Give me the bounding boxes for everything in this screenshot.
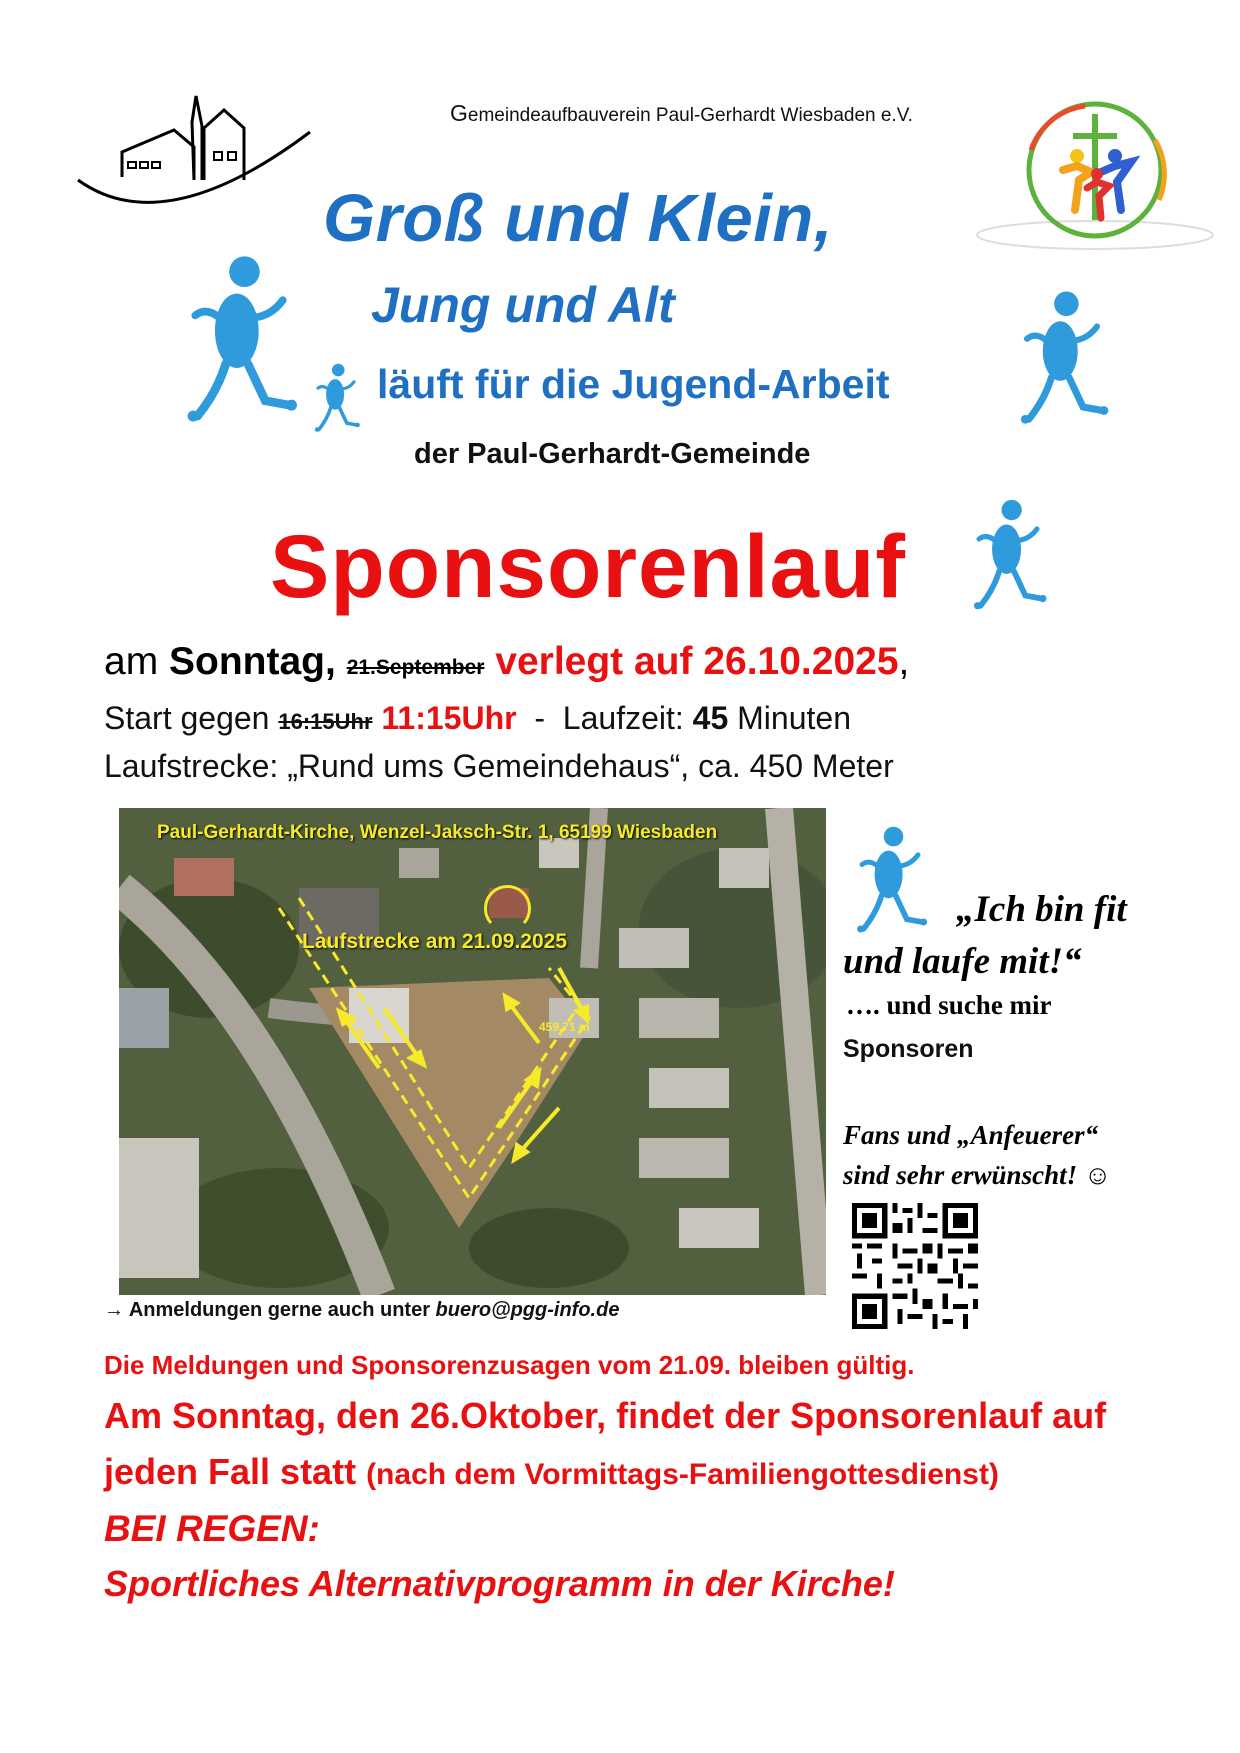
- map-route-label: Laufstrecke am 21.09.2025: [302, 930, 568, 953]
- cross-people-logo: [975, 100, 1215, 250]
- note-line-1: Am Sonntag, den 26.Oktober, findet der Sponsorenlauf auf: [104, 1395, 1107, 1436]
- runner-icon: [968, 497, 1048, 613]
- quote-line-3: …. und suche mir: [846, 990, 1052, 1020]
- headline-line-1: Groß und Klein,: [323, 181, 833, 256]
- map-distance: 459,71 m: [539, 1020, 590, 1034]
- runner-icon: [850, 824, 930, 936]
- quote-line-4: Sponsoren: [843, 1035, 974, 1063]
- quote-line-2: und laufe mit!“: [843, 941, 1082, 982]
- rain-heading: BEI REGEN:: [104, 1508, 320, 1549]
- arrow-icon: →: [104, 1299, 124, 1321]
- alternative-program: Sportliches Alternativprogramm in der Kirche!: [104, 1563, 895, 1604]
- organization-name: Gemeindeaufbauverein Paul-Gerhardt Wiesbaden e.V.: [450, 100, 913, 126]
- email-link[interactable]: buero@pgg-info.de: [435, 1299, 620, 1321]
- headline-line-2: Jung und Alt: [371, 277, 675, 333]
- quote-line-1: „Ich bin fit: [956, 889, 1127, 930]
- date-line: am Sonntag, 21.September verlegt auf 26.10.2025,: [104, 640, 910, 683]
- runner-icon: [1012, 288, 1112, 428]
- note-line-2: jeden Fall statt (nach dem Vormittags-Familiengottesdienst): [104, 1451, 999, 1492]
- map-address: Paul-Gerhardt-Kirche, Wenzel-Jaksch-Str. 1, 65199 Wiesbaden: [157, 822, 718, 843]
- new-date: verlegt auf 26.10.2025: [495, 640, 899, 683]
- headline-line-3: läuft für die Jugend-Arbeit: [377, 361, 890, 407]
- start-line: Start gegen 16:15Uhr 11:15Uhr - Laufzeit: 45 Minuten: [104, 700, 851, 736]
- headline-line-4: der Paul-Gerhardt-Gemeinde: [414, 438, 811, 470]
- old-time: 16:15Uhr: [278, 709, 373, 734]
- runner-icon: [175, 252, 303, 427]
- registration-line: → Anmeldungen gerne auch unter buero@pgg-info.de: [104, 1299, 620, 1321]
- runner-icon: [310, 362, 362, 434]
- old-date: 21.September: [346, 656, 485, 679]
- aerial-map: [119, 808, 826, 1295]
- route-line: Laufstrecke: „Rund ums Gemeindehaus“, ca. 450 Meter: [104, 748, 894, 784]
- new-time: 11:15Uhr: [381, 700, 517, 736]
- fans-line-2: sind sehr erwünscht! ☺: [843, 1160, 1112, 1190]
- fans-line-1: Fans und „Anfeuerer“: [843, 1120, 1099, 1150]
- validity-note: Die Meldungen und Sponsorenzusagen vom 21.09. bleiben gültig.: [104, 1350, 915, 1380]
- event-title: Sponsorenlauf: [270, 516, 907, 616]
- qr-code[interactable]: [852, 1203, 978, 1329]
- church-logo: [74, 92, 314, 222]
